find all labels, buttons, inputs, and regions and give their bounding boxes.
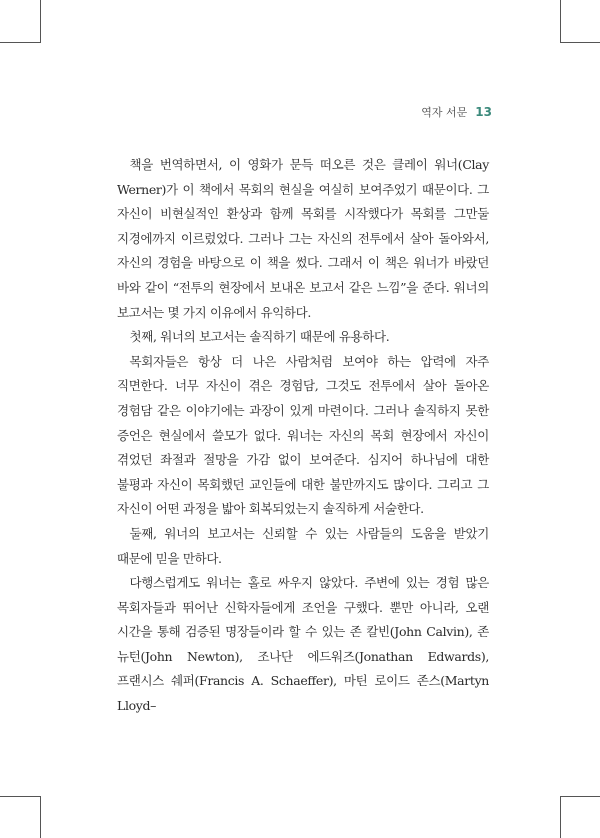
crop-mark [560,0,561,43]
crop-mark [0,796,40,797]
body-text [117,153,489,719]
section-title: 역자 서문 [421,106,468,119]
paragraph: 첫째, 워너의 보고서는 솔직하기 때문에 유용하다. [129,329,390,345]
crop-mark [560,42,600,43]
crop-mark [40,0,41,43]
crop-mark [560,796,561,838]
running-header [421,104,492,120]
paragraph: 다행스럽게도 워너는 홀로 싸우지 않았다. 주변에 있는 경험 많은 목회자들과 뛰어난 신학자들에게 조언을 구했다. 뿐만 아니라, 오랜 시간을 통해 검증된 명장들이라 할 수 있는 존 칼빈(John Calvin), 존 뉴턴(John Newton), 조나단 에드워즈(Jonathan Edwards), 프랜시스 쉐퍼(Francis A. Schaeffer), 마틴 로이드 존스(Martyn Lloyd– [117,575,489,714]
paragraph: 책을 번역하면서, 이 영화가 문득 떠오른 것은 클레이 워너(Clay Werner)가 이 책에서 목회의 현실을 여실히 보여주었기 때문이다. 그 자신이 비현실적인 환상과 함께 목회를 시작했다가 목회를 그만둘 지경에까지 이르렀었다. 그러나 그는 자신의 전투에서 살아 돌아와서, 자신의 경험을 바탕으로 이 책을 썼다. 그래서 이 책은 워너가 바랐던 바와 같이 “전투의 현장에서 보내온 보고서 같은 느낌”을 준다. 워너의 보고서는 몇 가지 이유에서 유익하다. [117,157,489,320]
paragraph: 목회자들은 항상 더 나은 사람처럼 보여야 하는 압력에 자주 직면한다. 너무 자신이 겪은 경험담, 그것도 전투에서 살아 돌아온 경험담 같은 이야기에는 과장이 있게 마련이다. 그러나 솔직하지 못한 증언은 현실에서 쓸모가 없다. 워너는 자신의 목회 현장에서 자신이 겪었던 좌절과 절망을 가감 없이 보여준다. 심지어 하나님에 대한 불평과 자신이 목회했던 교인들에 대한 불만까지도 많이다. 그리고 그 자신이 어떤 과정을 밟아 회복되었는지 솔직하게 서술한다. [117,353,489,517]
crop-mark [0,42,40,43]
crop-mark [40,796,41,838]
paragraph: 둘째, 워너의 보고서는 신뢰할 수 있는 사람들의 도움을 받았기 때문에 믿을 만하다. [117,525,489,566]
page-number: 13 [475,105,492,119]
crop-mark [560,796,600,797]
